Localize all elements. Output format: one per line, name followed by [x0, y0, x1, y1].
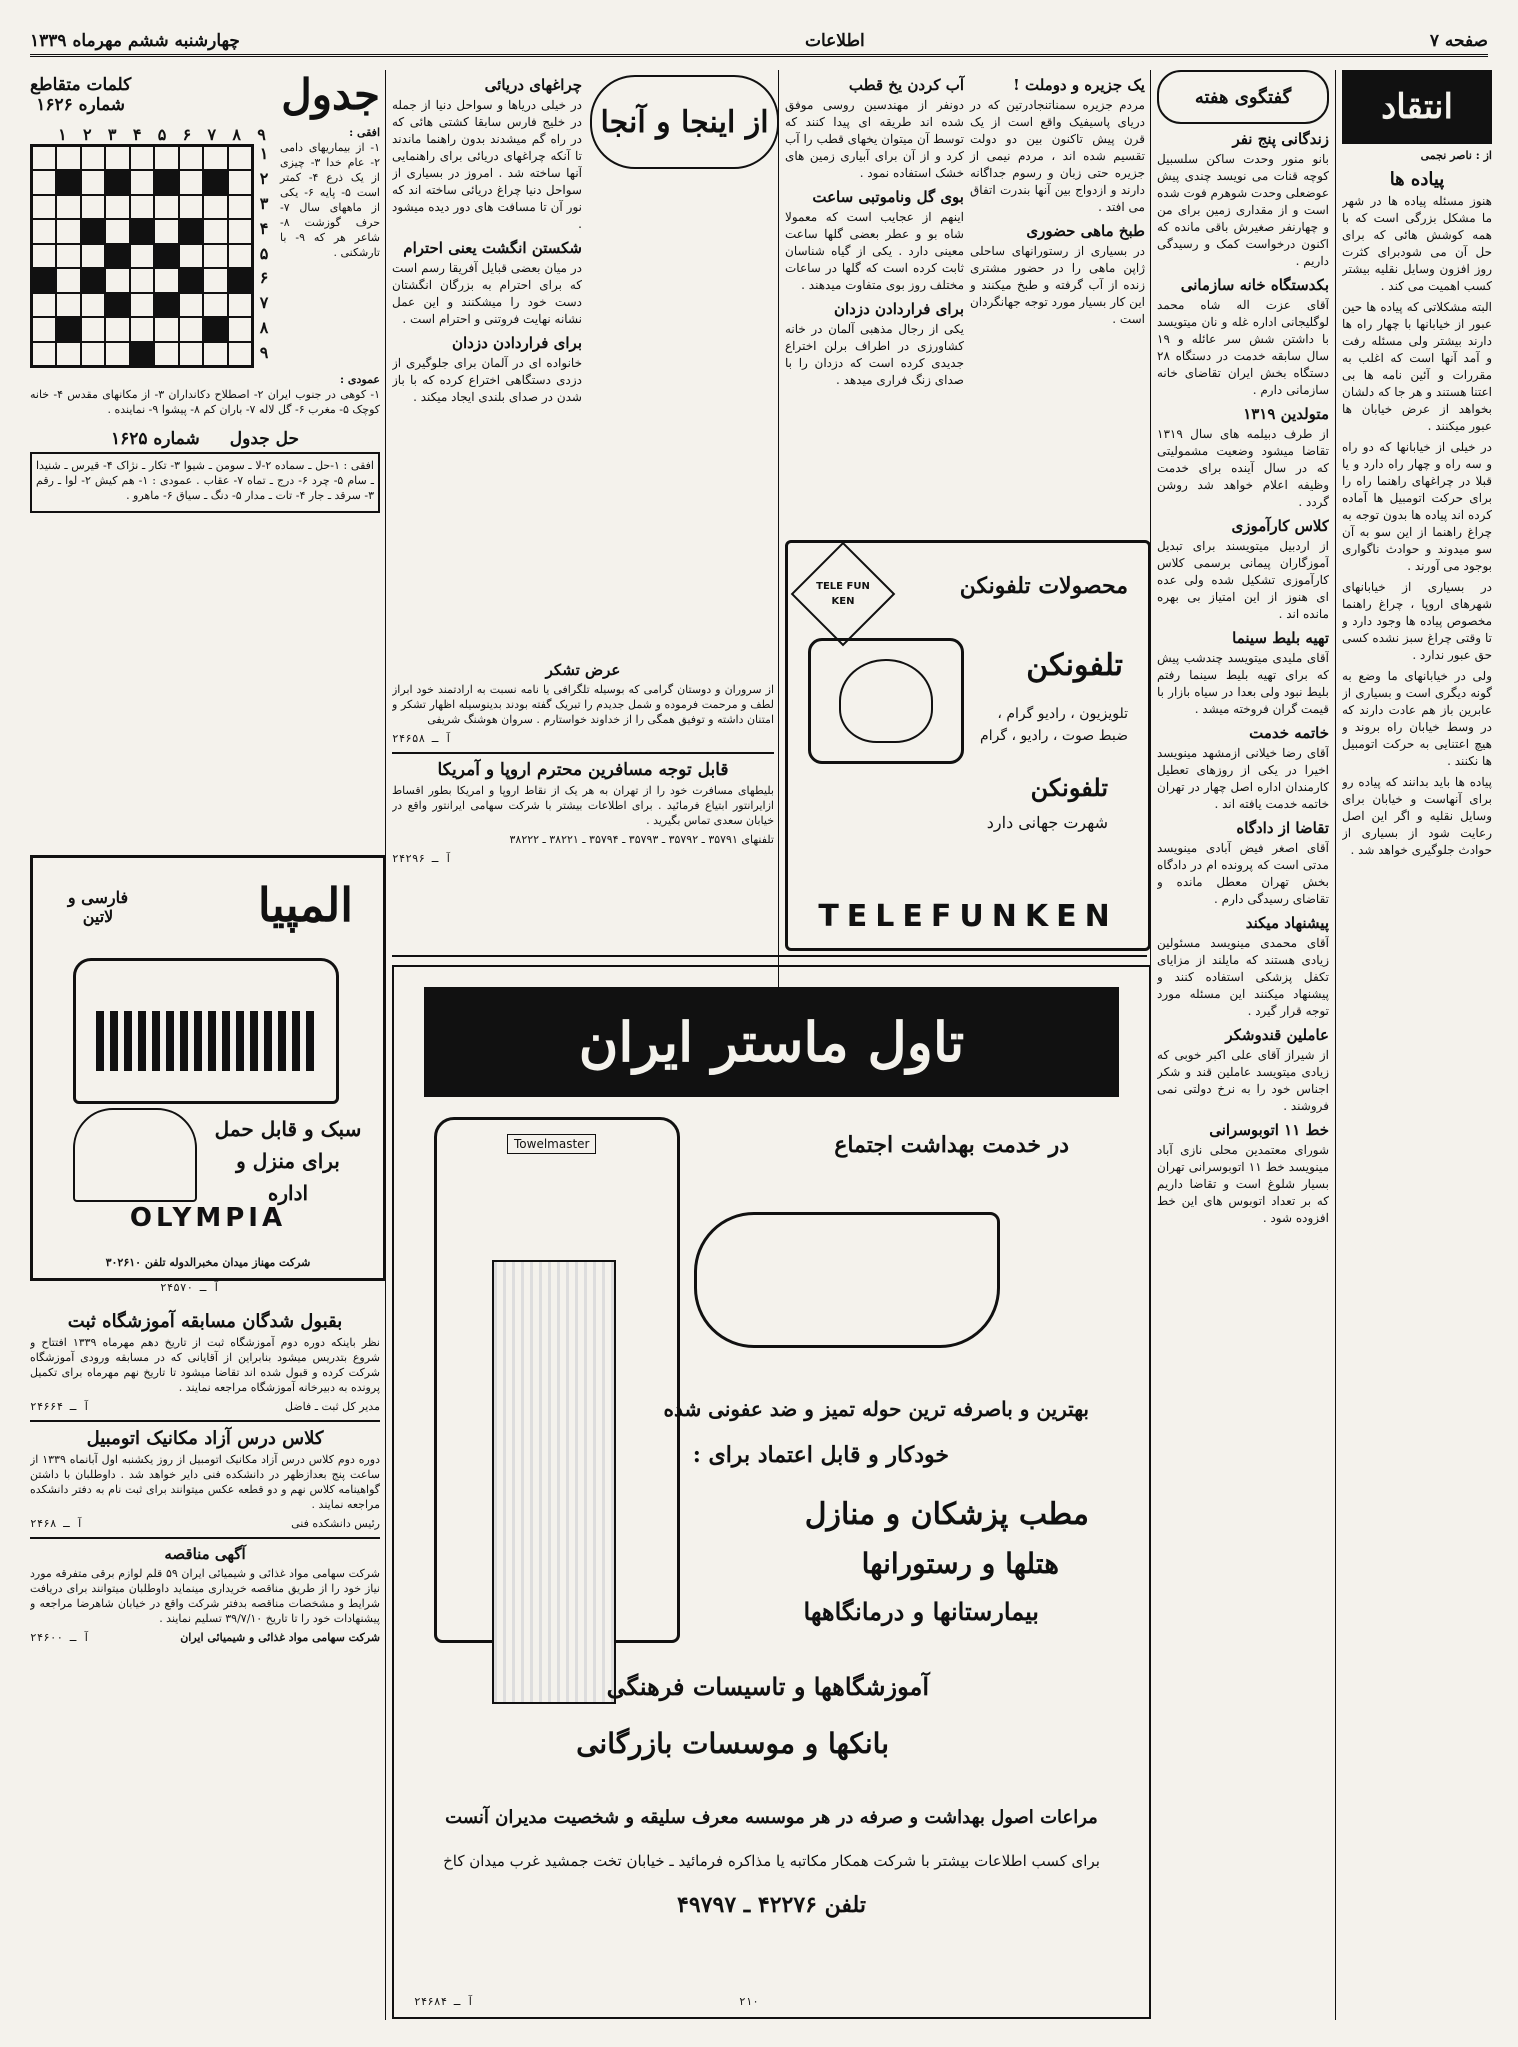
critique-masthead: انتقاد — [1342, 70, 1492, 144]
typewriter-keys — [96, 1011, 316, 1071]
crossword-cell — [56, 146, 80, 170]
crossword-cell — [228, 244, 252, 268]
letter-title: تهیه بلیط سینما — [1232, 629, 1329, 647]
crossword-row-number: ۱ — [259, 144, 269, 163]
crossword-column-number: ۷ — [207, 125, 217, 144]
notice-body: دوره دوم کلاس درس آزاد مکانیک اتومبیل از روز یکشنبه اول آبانماه ۱۳۳۹ از ساعت پنج بعدازظهر در دانشکده فنی دایر خواهد شد . داوطلبان با داشتن گواهینامه کلاس نهم و دو قطعه عکس میتوانند برای ثبت نام به دفتر دانشکده مراجعه نمایند . — [30, 1453, 380, 1511]
here-there-masthead: از اینجا و آنجا — [590, 75, 779, 169]
crossword-cell — [105, 342, 129, 366]
notice-title: آگهی مناقصه — [164, 1545, 246, 1563]
solution-text: افقی : ۱-حل ـ سماده ۲-لا ـ سومن ـ شیوا ۳- تکار ـ نژاک ۴- قیرس ـ شنیدا ـ سام ۵- چرد ۶- درج ـ تماه ۷- عقاب . عمودی : ۱- هم کیش ۲- لوا ـ رقم ۳- سرقد ـ جار ۴- تات ـ مدار ۵- دنگ ـ سیاق ۶- ماهرو . — [36, 459, 374, 502]
letter-body: آقای رضا خیلانی ازمشهد مینویسد اخیرا در یکی از روزهای تعطیل کارمندان اداره اصل چهار در تهران خاتمه خدمت یافته اند . — [1157, 746, 1329, 811]
notice-body: از سروران و دوستان گرامی که بوسیله تلگرافی یا نامه نسبت به ارادتمند خود ابراز لطف و مرحمت فرموده و شمل جدیدم را تبریک گفته بودند بدینوسیله اظهار تشکر و امتنان داشته و توفیق همگی را از خداوند خواستارم . سروان هوشنگ شریفی — [392, 683, 774, 726]
towel-list-2: هتلها و رستورانها — [861, 1547, 1059, 1580]
letter-body: آقای ملیدی میتویسد چندشب پیش که برای تهیه بلیط سینما رفتم بلیط نبود ولی بعدا در سیاه بازار با قیمت گران فروخته میشد . — [1157, 651, 1329, 716]
story-title: بوی گل وناموتبی ساعت — [812, 188, 964, 206]
towel-phone: تلفن ۴۲۲۷۶ ـ ۴۹۷۹۷ — [677, 1892, 866, 1918]
issue-date: چهارشنبه ششم مهرماه ۱۳۳۹ — [30, 31, 240, 51]
solution-number: شماره ۱۶۲۵ — [110, 429, 200, 449]
critique-paragraph: در بسیاری از خیابانهای شهرهای اروپا ، چراغ راهنما مخصوص پیاده ها وجود دارد و تا وقتی چراغ سبز نشده کسی حق عبور ندارد . — [1342, 580, 1492, 662]
crossword-cell — [81, 195, 105, 219]
crossword-cell — [130, 146, 154, 170]
crossword-cell — [154, 219, 178, 243]
olympia-wordmark: OLYMPIA — [129, 1203, 287, 1233]
letter-title: کلاس کارآموزی — [1231, 517, 1329, 535]
crossword-cell — [56, 342, 80, 366]
solution-title: حل جدول — [229, 429, 300, 449]
crossword-cell — [154, 146, 178, 170]
towelmaster-ad — [392, 965, 1151, 2019]
olympia-address: شرکت مهناز میدان مخبرالدوله تلفن ۳۰۲۶۱۰ — [105, 1256, 311, 1269]
pointing-hand-icon — [694, 1212, 1000, 1348]
crossword-black-cell — [130, 219, 154, 243]
crossword-cell — [81, 317, 105, 341]
story-body: دونفر از مهندسین روسی موفق شده اند طریقه ای پیدا کنند که توسط آن میتوان یخهای قطب را آب کرد و از آن برای آبیاری زمین های خشک استفاده نمود . — [785, 98, 964, 180]
crossword-cell — [56, 268, 80, 292]
critique-paragraph: در خیلی از خیابانها که دو راه و سه راه و چهار راه دارد و یا قبلا در چراغهای راهنما راه را برای حرکت اتومبیل ها آماده کرده اند پیاده ها بدون توجه به چراغ راهنما از این سو به آن سو میدوند و حوادث ناگواری بوجود می آورند . — [1342, 440, 1492, 573]
letter-title: بکدستگاه خانه سازمانی — [1180, 276, 1329, 294]
letter-title: تقاضا از دادگاه — [1236, 819, 1329, 837]
letter-item — [1157, 517, 1329, 623]
letter-body: بانو منور وحدت ساکن سلسبیل کوچه قنات می نویسد چندی پیش عوضعلی وحدت شوهرم فوت شده است و از مقداری زمین برای من و چهارنفر صغیرش باقی مانده که اکنون درخواست کمک و رسیدگی داریم . — [1157, 152, 1329, 268]
critique-paragraph: پیاده ها باید بدانند که پیاده رو برای آنهاست و خیابان برای وسایل نقلیه و اگر این اصل رعایت شود از بسیاری از حوادث جلوگیری خواهد شد . — [1342, 775, 1492, 857]
crossword-row-number: ۸ — [259, 318, 269, 338]
story-item — [392, 239, 582, 328]
clues-horizontal: ۱- از بیماریهای دامی ۲- عام خدا ۳- چیزی از یک ذرع ۴- کمتر است ۵- پایه ۶- یکی از ماههای سال ۷- حرف گوزشت ۸- شاعر هر که ۹- با تارشکنی . — [280, 141, 380, 259]
letter-title: خاتمه خدمت — [1249, 724, 1329, 742]
letters-masthead: گفتگوی هفته — [1157, 70, 1329, 124]
critique-paragraph: هنوز مسئله پیاده ها در شهر ما مشکل بزرگی است که با همه کوشش هائی که برای حل آن می شودبرای کثرت روز افزون وسایل نقلیه بیشتر کسب اهمیت می کند . — [1342, 194, 1492, 293]
notice-signature: مدیر کل ثبت ـ فاضل — [284, 1400, 380, 1413]
crossword-column-number: ۹ — [257, 125, 266, 144]
telefunken-title: محصولات تلفونکن — [959, 573, 1128, 599]
crossword-cell — [179, 342, 203, 366]
tv-illustration — [808, 638, 964, 764]
crossword-cell — [228, 146, 252, 170]
crossword-cell — [179, 146, 203, 170]
crossword-row-number: ۹ — [259, 343, 269, 363]
crossword-row-number: ۴ — [259, 218, 269, 238]
letter-title: خط ۱۱ اتوبوسرانی — [1209, 1121, 1329, 1139]
story-item — [392, 76, 582, 233]
column-rule — [778, 70, 779, 1070]
story-body: مردم جزیره سمناتنجادرتین که در دریای پاسیفیک واقع است از یک قرن پیش تاکنون بین دو دولت تقسیم شده اند ، مردم نیمی از جزیره حتی زبان و رسوم جداگانه دارند و ازدواج بین آنها بندرت اتفاق می افتد . — [970, 98, 1145, 214]
olympia-slogan: سبک و قابل حمل برای منزل و اداره — [214, 1117, 362, 1205]
crossword-cell — [154, 342, 178, 366]
letter-title: پیشنهاد میکند — [1245, 914, 1329, 932]
crossword-cell — [81, 170, 105, 194]
page-number: صفحه ۷ — [1429, 31, 1488, 51]
story-body: در میان بعضی قبایل آفریقا رسم است که برای احترام به بزرگان انگشتان دست خود را میشکنند و این عمل نشانه نهایت فروتنی و احترام است . — [392, 261, 582, 326]
crossword-cell — [32, 146, 56, 170]
crossword-cell — [130, 170, 154, 194]
telefunken-brand: تلفونکن — [1026, 648, 1123, 683]
letter-item — [1157, 1026, 1329, 1115]
notice-body: نظر باینکه دوره دوم آموزشگاه ثبت از تاریخ دهم مهرماه ۱۳۳۹ افتتاح و شروع بتدریس میشود بنابراین از آقایانی که در مسابقه ورودی آموزشگاه شرکت کرده و قبول شده اند تقاضا میشود تا تاریخ نهم مهرماه برای تکمیل پرونده به دبیرخانه آموزشگاه مراجعه نمایند . — [30, 1336, 380, 1394]
crossword-subtitle: کلمات متقاطع — [30, 74, 132, 95]
telefunken-brand-2: تلفونکن — [1030, 773, 1108, 802]
crossword-cell — [228, 170, 252, 194]
crossword-black-cell — [203, 317, 227, 341]
letter-body: از شیراز آقای علی اکبر خوبی که زیادی میتویسد عاملین قند و شکر اجناس خود را به نرخ دولتی نمی فروشند . — [1157, 1048, 1329, 1113]
crossword-column-number: ۸ — [232, 125, 241, 144]
section-rule — [392, 955, 1147, 957]
crossword-black-cell — [154, 170, 178, 194]
olympia-code: آ ـ ۲۴۵۷۰ — [160, 1281, 220, 1294]
letter-item — [1157, 405, 1329, 511]
letter-body: شورای معتمدین محلی نازی آباد مینویسد خط ۱۱ اتوبوسرانی تهران بسیار شلوغ است و تقاضا داریم که بر تعداد اتوبوس های این خط افزوده شود . — [1157, 1143, 1329, 1225]
crossword-row-number: ۵ — [259, 243, 269, 263]
towel-dispenser-label: Towelmaster — [507, 1134, 596, 1154]
story-item — [785, 300, 964, 389]
crossword-black-cell — [56, 170, 80, 194]
story-title: برای فراردادن دزدان — [834, 300, 964, 318]
newspaper-name: اطلاعات — [804, 31, 865, 51]
crossword-cell — [203, 195, 227, 219]
story-title: شکستن انگشت یعنی احترام — [403, 239, 582, 257]
telefunken-ad — [785, 540, 1151, 951]
crossword-number: شماره ۱۶۲۶ — [36, 94, 126, 115]
people-illustration — [73, 1108, 197, 1202]
crossword-column-number: ۶ — [182, 125, 192, 144]
letter-title: عاملین قندوشکر — [1225, 1026, 1329, 1044]
letter-item — [1157, 1121, 1329, 1227]
letter-body: آقای عزت اله شاه محمد لوگلیجانی اداره غله و نان میتویسد با داشتن شش سر عائله و ۱۹ سال سابقه خدمت در دستگاه ۲۸ دستگاه بخش ایران تقاضای خانه سازمانی دارم . — [1157, 298, 1329, 397]
crossword-cell — [81, 342, 105, 366]
notice-code: آ ـ ۲۴۶۵۸ — [392, 732, 452, 745]
crossword-grid — [30, 144, 254, 368]
crossword-cell — [228, 342, 252, 366]
crossword-cell — [32, 170, 56, 194]
notice-code: آ ـ ۲۴۲۹۶ — [392, 852, 452, 865]
crossword-cell — [179, 244, 203, 268]
crossword-cell — [130, 317, 154, 341]
crossword-black-cell — [203, 170, 227, 194]
story-title: برای فراردادن دزدان — [452, 334, 582, 352]
telefunken-wordmark: TELEFUNKEN — [818, 899, 1118, 934]
story-body: خانواده ای در آلمان برای جلوگیری از دزدی دستگاهی اختراع کرده که با باز شدن در صدای بلندی ایجاد میکند . — [392, 356, 582, 404]
crossword-cell — [179, 317, 203, 341]
crossword-black-cell — [32, 268, 56, 292]
towel-strip — [492, 1260, 616, 1704]
crossword-cell — [203, 293, 227, 317]
crossword-row-number: ۲ — [259, 168, 269, 188]
crossword-black-cell — [130, 342, 154, 366]
letter-item — [1157, 629, 1329, 718]
notice-phones: تلفنهای ۳۵۷۹۱ ـ ۳۵۷۹۲ ـ ۳۵۷۹۳ ـ ۳۵۷۹۴ ـ ۳۸۲۲۱ ـ ۳۸۲۲۲ — [509, 833, 774, 846]
crossword-cell — [130, 195, 154, 219]
seas-column — [392, 70, 582, 650]
story-title: چراغهای دریائی — [484, 76, 582, 94]
telefunken-tagline: شهرت جهانی دارد — [986, 813, 1108, 832]
notice-code: آ ـ ۲۴۶۸ — [30, 1517, 83, 1530]
crossword-cell — [105, 146, 129, 170]
crossword-cell — [32, 195, 56, 219]
crossword-black-cell — [105, 244, 129, 268]
towel-list-5: بانکها و موسسات بازرگانی — [576, 1727, 889, 1760]
critique-title: پیاده ها — [1389, 169, 1445, 190]
crossword-cell — [154, 268, 178, 292]
crossword-black-cell — [154, 293, 178, 317]
letter-body: از اردبیل میتویسند برای تبدیل آموزگاران پیمانی برسمی کلاس کارآموزی تشکیل شده ولی عده ای هنوز از این امتیاز بی بهره مانده اند . — [1157, 539, 1329, 621]
crossword-cell — [154, 195, 178, 219]
letter-item — [1157, 130, 1329, 270]
notice-signature: رئیس دانشکده فنی — [291, 1517, 380, 1530]
crossword-cell — [203, 244, 227, 268]
letter-item — [1157, 724, 1329, 813]
crossword-black-cell — [154, 244, 178, 268]
crossword-cell — [179, 293, 203, 317]
olympia-subtitle: فارسی و لاتین — [67, 888, 129, 926]
crossword-cell — [32, 293, 56, 317]
crossword-cell — [179, 195, 203, 219]
crossword-cell — [81, 293, 105, 317]
crossword-cell — [81, 146, 105, 170]
telefunken-products: تلویزیون ، رادیو گرام ، ضبط صوت ، رادیو ، گرام — [980, 706, 1128, 744]
notice-code: آ ـ ۲۴۶۶۴ — [30, 1400, 90, 1413]
telefunken-logo: TELE FUN KEN — [791, 542, 896, 647]
clues-vertical: ۱- کوهی در جنوب ایران ۲- اصطلاح دکانداران ۳- از مکانهای مقدس ۴- خانه کوچک ۵- مغرب ۶- گل لاله ۷- باران کم ۸- پیشوا ۹- نماینده . — [30, 388, 380, 416]
towel-list-3: بیمارستانها و درمانگاهها — [803, 1597, 1039, 1626]
page-header — [30, 28, 1488, 57]
crossword-cell — [228, 219, 252, 243]
woman-face-icon — [839, 659, 933, 743]
notices-block — [392, 655, 774, 945]
crossword-cell — [32, 244, 56, 268]
crossword-cell — [56, 293, 80, 317]
crossword-cell — [81, 244, 105, 268]
clues-horizontal-title: افقی : — [349, 126, 380, 139]
story-body: در بسیاری از رستورانهای ساحلی ژاپن ماهی را در حضور مشتری زنده از آب گرفته و طبخ میکنند و این کار بسیار مورد توجه جهانگردان است . — [969, 244, 1145, 326]
crossword-cell — [203, 219, 227, 243]
notice-title: کلاس درس آزاد مکانیک اتومبیل — [86, 1428, 324, 1449]
crossword-row-number: ۷ — [259, 293, 269, 313]
crossword-cell — [203, 146, 227, 170]
crossword-black-cell — [105, 293, 129, 317]
crossword-cell — [130, 244, 154, 268]
crossword-cell — [56, 219, 80, 243]
towelmaster-banner: تاول ماستر ایران — [424, 987, 1119, 1097]
crossword-cell — [56, 195, 80, 219]
crossword-column-number: ۴ — [132, 125, 142, 144]
letter-title: زندگانی پنج نفر — [1232, 130, 1329, 148]
crossword-cell — [203, 268, 227, 292]
notice-title: بقبول شدگان مسابقه آموزشگاه ثبت — [67, 1311, 343, 1332]
crossword-black-cell — [228, 268, 252, 292]
olympia-brand: المپیا — [257, 878, 353, 932]
crossword-black-cell — [81, 268, 105, 292]
story-item — [970, 76, 1145, 216]
crossword-black-cell — [179, 219, 203, 243]
notice-title: عرض تشکر — [545, 661, 621, 679]
story-title: طبخ ماهی حضوری — [1026, 222, 1145, 240]
critique-paragraph: ولی در خیابانهای ما وضع به گونه دیگری است و بسیاری از عابرین باز هم عادت دارند که در وسط خیابان راه بروند و هیچ اعتنایی به حرکت اتومبیل ها نکنند . — [1342, 669, 1492, 768]
story-item — [970, 222, 1145, 328]
crossword-row-number: ۳ — [259, 193, 269, 213]
typewriter-illustration — [73, 958, 339, 1104]
crossword-title: جدول — [281, 70, 380, 119]
crossword-cell — [154, 317, 178, 341]
crossword-cell — [56, 244, 80, 268]
notice-code: آ ـ ۲۴۶۰۰ — [30, 1631, 90, 1644]
crossword-black-cell — [105, 170, 129, 194]
story-body: در خیلی دریاها و سواحل دنیا از جمله در خلیج فارس سابقا کشتی هائی که در راه گم میشدند بدون راهنما ماندند تا آنکه چراغهای دریائی برای راهنمایی آنها ساخته شد . امروز در بسیاری از سواحل دنیا چراغ دریائی ساخته اند که نور آن تا مسافت های دور دیده میشود . — [392, 98, 582, 231]
story-body: اینهم از عجایب است که معمولا شاه بو و عطر بعضی گلها ساعت معینی دارد . یکی از گیاه شناسان ثابت کرده است که گلها در ساعات مختلف روز بوی متفاوت میدهند . — [785, 210, 964, 292]
letter-body: از طرف دبیلمه های سال ۱۳۱۹ تقاضا میشود وضعیت مشمولیتی که در سال آینده برای خدمت وظیفه اعلام خواهد شد روشن گردد . — [1157, 427, 1329, 509]
story-body: یکی از رجال مذهبی آلمان در خانه کشاورزی در اطراف برلن اختراع جدیدی کرده است که دزدان را با صدای زنگ فراری میدهد . — [785, 322, 964, 387]
crossword-cell — [203, 342, 227, 366]
story-item — [785, 76, 964, 182]
letter-item — [1157, 819, 1329, 908]
towel-code: آ ـ ۲۴۶۸۴ — [414, 1995, 474, 2008]
letter-title: متولدین ۱۳۱۹ — [1243, 405, 1329, 423]
story-title: یک جزیره و دوملت ! — [1013, 76, 1145, 94]
critique-author: از : ناصر نجمی — [1420, 149, 1492, 162]
crossword-cell — [130, 293, 154, 317]
critique-paragraph: البته مشکلاتی که پیاده ها حین عبور از خیابانها با چهار راه ها دارند بیشتر ولی مسئله رفت و آمد آنها است که اغلب به مقررات و آئین نامه ها بی اعتنا هستند و هر جا که دلشان بخواهد از عرض خیابان ها عبور میکنند . — [1342, 300, 1492, 433]
letter-item — [1157, 276, 1329, 399]
crossword-black-cell — [179, 268, 203, 292]
towel-list-4: آموزشگاهها و تاسیسات فرهنگی — [606, 1672, 929, 1701]
left-notices — [30, 1305, 380, 2020]
letters-column — [1157, 70, 1329, 2020]
crossword-cell — [228, 195, 252, 219]
towel-list-1: مطب پزشکان و منازل — [804, 1497, 1089, 1532]
crossword-black-cell — [56, 317, 80, 341]
story-title: آب کردن یخ قطب — [848, 76, 964, 94]
notice-body: بلیطهای مسافرت خود را از تهران به هر یک از نقاط اروپا و امریکا بطور اقساط ازایرانتور ابتیاع فرمائید . برای اطلاعات بیشتر با شرکت سهامی ایرانتور واقع در خیابان سعدی تماس بگیرید . — [392, 784, 774, 827]
column-rule — [1335, 70, 1336, 2020]
towel-contact: برای کسب اطلاعات بیشتر با شرکت همکار مکاتبه یا مذاکره فرمائید ـ خیابان تخت جمشید غرب میدان کاخ — [443, 1852, 1100, 1870]
crossword-cell — [130, 268, 154, 292]
notice-title: قابل توجه مسافرین محترم اروپا و آمریکا — [437, 760, 729, 780]
letter-item — [1157, 914, 1329, 1020]
crossword-block — [30, 70, 380, 840]
critique-column — [1342, 70, 1492, 2020]
clues-vertical-title: عمودی : — [339, 373, 380, 386]
story-item — [785, 188, 964, 294]
olympia-ad — [30, 855, 386, 1281]
crossword-column-number: ۲ — [83, 125, 92, 144]
notice-body: شرکت سهامی مواد غذائی و شیمیائی ایران ۵۹ قلم لوازم برقی متفرقه مورد نیاز خود را از طریق مناقصه خریداری مینماید داوطلبان میتوانند برای دریافت شرایط و مشخصات مناقصه بدفتر شرکت واقع در خیابان شاهرضا مراجعه و پیشنهادات خود را تا تاریخ ۳۹/۷/۱۰ تسلیم نمایند . — [30, 1567, 380, 1625]
crossword-cell — [32, 219, 56, 243]
crossword-black-cell — [81, 219, 105, 243]
crossword-column-number: ۱ — [58, 125, 67, 144]
crossword-cell — [105, 317, 129, 341]
crossword-column-number: ۵ — [157, 125, 167, 144]
crossword-cell — [228, 293, 252, 317]
crossword-cell — [228, 317, 252, 341]
towel-dispenser-illustration — [434, 1117, 680, 1643]
towel-note: مراعات اصول بهداشت و صرفه در هر موسسه معرف سلیقه و شخصیت مدیران آنست — [445, 1807, 1098, 1828]
crossword-cell — [105, 268, 129, 292]
crossword-cell — [105, 219, 129, 243]
notice-signature: شرکت سهامی مواد غذائی و شیمیائی ایران — [180, 1631, 380, 1644]
letter-body: آقای اصغر فیض آبادی مینویسد مدتی است که پرونده ام در دادگاه بخش تهران معطل مانده و تقاضای رسیدگی دارم . — [1157, 841, 1329, 906]
crossword-cell — [105, 195, 129, 219]
towel-num: ۲۱۰ — [739, 1995, 759, 2008]
crossword-cell — [32, 342, 56, 366]
towel-auto: خودکار و قابل اعتماد برای : — [692, 1442, 949, 1468]
crossword-cell — [32, 317, 56, 341]
crossword-column-number: ۳ — [107, 125, 117, 144]
letter-body: آقای محمدی مینویسد مسئولین زیادی هستند که مایلند از مزایای تکفل پزشکی استفاده کنند و پیشنهاد میکنند این مسئله مورد توجه قرار گیرد . — [1157, 936, 1329, 1018]
crossword-cell — [179, 170, 203, 194]
towel-best: بهترین و باصرفه ترین حوله تمیز و ضد عفونی شده — [663, 1397, 1089, 1421]
story-item — [392, 334, 582, 406]
crossword-row-number: ۶ — [259, 268, 269, 288]
towel-service: در خدمت بهداشت اجتماع — [834, 1132, 1069, 1158]
